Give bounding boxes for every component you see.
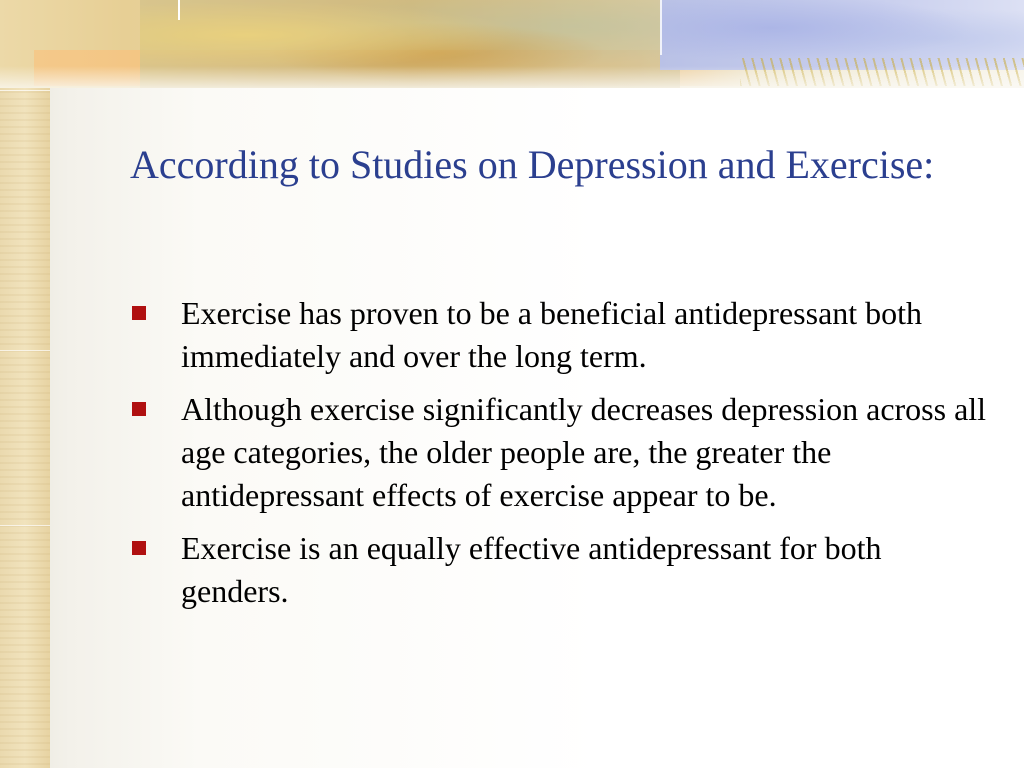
strip-divider	[0, 350, 50, 351]
slide-title: According to Studies on Depression and Exercise:	[130, 142, 935, 187]
bullet-item	[132, 527, 992, 613]
strip-divider	[0, 90, 50, 91]
bullet-item	[132, 388, 992, 517]
square-bullet-icon	[132, 306, 146, 320]
bullet-list	[132, 292, 992, 623]
band-separator	[178, 0, 180, 20]
square-bullet-icon	[132, 402, 146, 416]
band-separator	[660, 0, 662, 55]
bullet-text: Although exercise significantly decreases depression across all age categories, the older people are, the greater the antidepressant effects of exercise appear to be.	[181, 391, 987, 513]
band-fade	[0, 66, 1024, 88]
bullet-text: Exercise is an equally effective antidepressant for both genders.	[181, 530, 882, 609]
decorative-header-band	[0, 0, 1024, 88]
bullet-text: Exercise has proven to be a beneficial antidepressant both immediately and over the long term.	[181, 295, 923, 374]
strip-divider	[0, 525, 50, 526]
square-bullet-icon	[132, 541, 146, 555]
left-parchment-strip	[0, 0, 50, 768]
bullet-item	[132, 292, 992, 378]
